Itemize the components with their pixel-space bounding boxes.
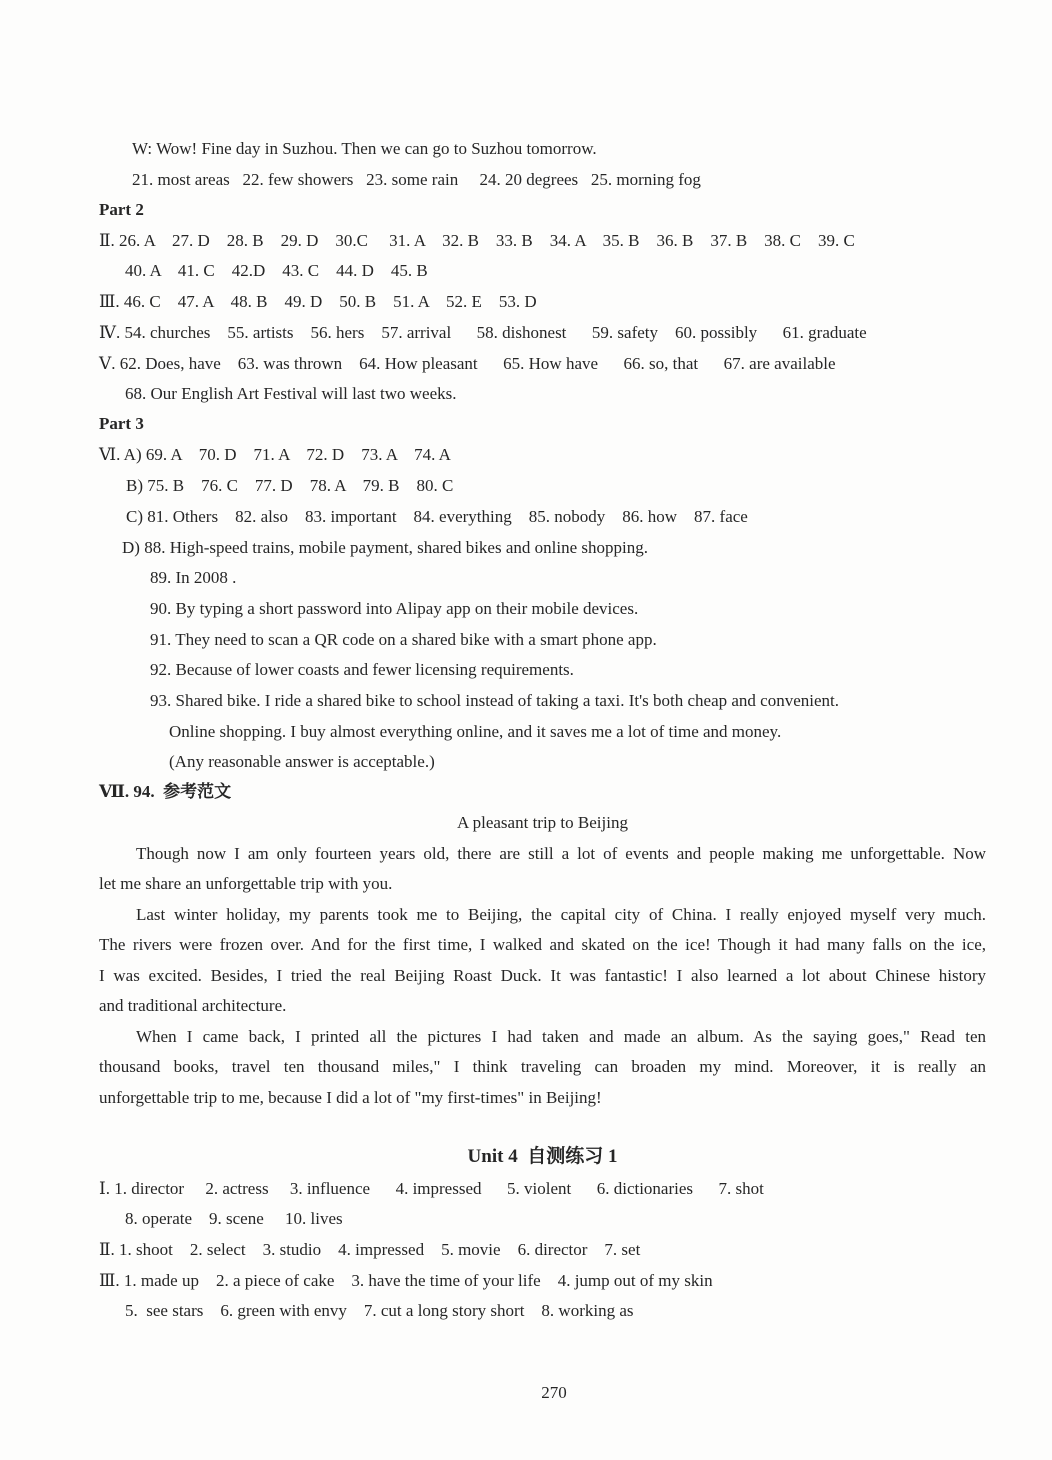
essay-line: unforgettable trip to me, because I did a lot of "my first-times" in Beijing! — [99, 1088, 602, 1107]
answer-line: Ⅴ. 62. Does, have 63. was thrown 64. How pleasant 65. How have 66. so, that 67. are available — [99, 354, 836, 373]
section-heading: Ⅶ. 94. 参考范文 — [99, 782, 232, 801]
answer-line: Online shopping. I buy almost everything online, and it saves me a lot of time and money. — [169, 722, 782, 741]
answer-line: 21. most areas 22. few showers 23. some rain 24. 20 degrees 25. morning fog — [132, 170, 701, 189]
answer-line: B) 75. B 76. C 77. D 78. A 79. B 80. C — [126, 476, 454, 495]
essay-title: A pleasant trip to Beijing — [457, 813, 628, 832]
answer-line: 91. They need to scan a QR code on a shared bike with a smart phone app. — [150, 630, 657, 649]
answer-line: Ⅵ. A) 69. A 70. D 71. A 72. D 73. A 74. A — [99, 445, 451, 464]
section-heading: Part 2 — [99, 200, 144, 219]
answer-line: 5. see stars 6. green with envy 7. cut a long story short 8. working as — [125, 1301, 634, 1320]
answer-line: Ⅲ. 1. made up 2. a piece of cake 3. have the time of your life 4. jump out of my skin — [99, 1271, 713, 1290]
answer-line: 40. A 41. C 42.D 43. C 44. D 45. B — [125, 261, 428, 280]
answer-line: Ⅰ. 1. director 2. actress 3. influence 4. impressed 5. violent 6. dictionaries 7. shot — [99, 1179, 764, 1198]
essay-line: thousand books, travel ten thousand miles," I think traveling can broaden my mind. Moreover, it is really an — [99, 1057, 986, 1076]
answer-line: Ⅲ. 46. C 47. A 48. B 49. D 50. B 51. A 52. E 53. D — [99, 292, 537, 311]
essay-line: Last winter holiday, my parents took me to Beijing, the capital city of China. I really enjoyed myself very much. — [136, 905, 986, 924]
answer-line: D) 88. High-speed trains, mobile payment, shared bikes and online shopping. — [122, 538, 648, 557]
answer-line: 8. operate 9. scene 10. lives — [125, 1209, 343, 1228]
page-number: 270 — [541, 1383, 567, 1402]
essay-line: When I came back, I printed all the pictures I had taken and made an album. As the saying goes," Read ten — [136, 1027, 986, 1046]
answer-line: C) 81. Others 82. also 83. important 84. everything 85. nobody 86. how 87. face — [126, 507, 748, 526]
answer-line: 92. Because of lower coasts and fewer licensing requirements. — [150, 660, 574, 679]
answer-line: 93. Shared bike. I ride a shared bike to school instead of taking a taxi. It's both cheap and convenient. — [150, 691, 839, 710]
answer-line: 90. By typing a short password into Alipay app on their mobile devices. — [150, 599, 639, 618]
essay-line: let me share an unforgettable trip with you. — [99, 874, 393, 893]
answer-line: 89. In 2008 . — [150, 568, 237, 587]
essay-line: The rivers were frozen over. And for the first time, I walked and skated on the ice! Though it had many falls on the ice, — [99, 935, 986, 954]
answer-line: Ⅱ. 26. A 27. D 28. B 29. D 30.C 31. A 32. B 33. B 34. A 35. B 36. B 37. B 38. C 39. C — [99, 231, 855, 250]
answer-line: Ⅳ. 54. churches 55. artists 56. hers 57. arrival 58. dishonest 59. safety 60. possibly 61. graduate — [99, 323, 867, 342]
answer-line: Ⅱ. 1. shoot 2. select 3. studio 4. impressed 5. movie 6. director 7. set — [99, 1240, 641, 1259]
unit-heading: Unit 4 自测练习 1 — [467, 1146, 618, 1167]
section-heading: Part 3 — [99, 414, 144, 433]
essay-line: I was excited. Besides, I tried the real Beijing Roast Duck. It was fantastic! I also learned a lot about Chinese history — [99, 966, 986, 985]
dialogue-line: W: Wow! Fine day in Suzhou. Then we can go to Suzhou tomorrow. — [132, 139, 597, 158]
answer-line: 68. Our English Art Festival will last two weeks. — [125, 384, 457, 403]
answer-line: (Any reasonable answer is acceptable.) — [169, 752, 435, 771]
essay-line: and traditional architecture. — [99, 996, 287, 1015]
essay-line: Though now I am only fourteen years old, there are still a lot of events and people making me unforgettable. Now — [136, 844, 986, 863]
